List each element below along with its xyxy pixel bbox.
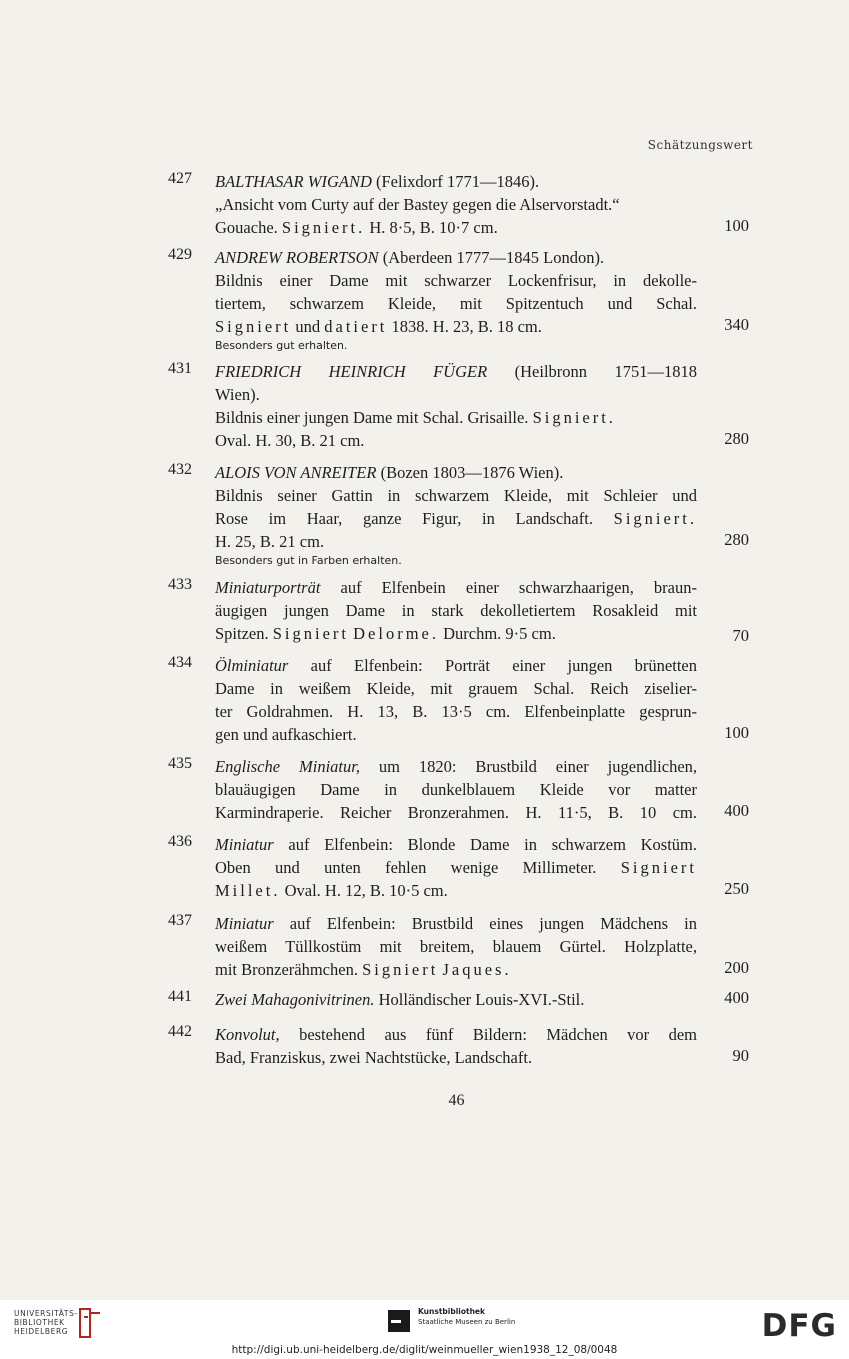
lot-number: 437 [168,912,192,929]
condition-note: Besonders gut erhalten. [215,339,348,352]
object-title: Zwei Mahagonivitrinen. [215,990,375,1009]
lot-number: 441 [168,988,192,1005]
kunstbibliothek-label: Kunstbibliothek Staatliche Museen zu Berlin [418,1307,516,1326]
lot-number: 435 [168,755,192,772]
entry-body: Zwei Mahagonivitrinen. Holländischer Louis-XVI.-Stil. [215,990,585,1009]
entry-body: Miniatur auf Elfenbein: Blonde Dame in schwarzem Kostüm. Oben und unten fehlen wenige Millimeter. Signiert Millet. Oval. H. 12, B. 10·5 cm. [215,835,698,900]
estimate-value: 200 [724,958,749,977]
object-title: Englische Miniatur, [215,757,360,776]
lot-number: 433 [168,576,192,593]
entry-body: Englische Miniatur, um 1820: Brustbild einer jugendlichen, blauäugigen Dame in dunkelblauem Kleide vor matter Karmindraperie. Reicher Bronzerahmen. H. 11·5, B. 10 cm. [215,757,698,822]
lot-number: 431 [168,360,192,377]
entry-body: Miniaturporträt auf Elfenbein einer schwarzhaarigen, braun- äugigen jungen Dame in stark dekolletiertem Rosakleid mit Spitzen. Signiert Delorme. Durchm. 9·5 cm. [215,578,698,643]
entry-body: BALTHASAR WIGAND (Felixdorf 1771—1846). „Ansicht vom Curty auf der Bastey gegen die Alservorstadt.“ Gouache. Signiert. H. 8·5, B. 10·7 cm. [215,172,620,237]
lot-number: 436 [168,833,192,850]
estimate-value: 100 [724,723,749,742]
object-title: Miniatur [215,914,274,933]
estimate-value: 400 [724,801,749,820]
estimate-value: 400 [724,988,749,1007]
entry-body: Miniatur auf Elfenbein: Brustbild eines jungen Mädchens in weißem Tüllkostüm mit breitem, blauem Gürtel. Holzplatte, mit Bronzerähmchen. Signiert Jaques. [215,914,697,979]
university-library-emblem-icon [78,1307,102,1339]
lot-number: 434 [168,654,192,671]
estimate-value: 340 [724,315,749,334]
artist-name: BALTHASAR WIGAND [215,172,372,191]
kunstbibliothek-logo-icon [386,1306,414,1334]
entry-body: FRIEDRICH HEINRICH FÜGER (Heilbronn 1751—1818 Wien). Bildnis einer jungen Dame mit Schal. Grisaille. Signiert. Oval. H. 30, B. 21 cm. [215,362,698,450]
dfg-logo: DFG [761,1308,837,1344]
estimate-value: 280 [724,429,749,448]
lot-number: 442 [168,1023,192,1040]
object-title: Miniaturporträt [215,578,321,597]
lot-number: 429 [168,246,192,263]
digitization-footer [0,1300,849,1359]
entry-body: Ölminiatur auf Elfenbein: Porträt einer jungen brünetten Dame in weißem Kleide, mit grauem Schal. Reich ziselier- ter Goldrahmen. H. 13, B. 13·5 cm. Elfenbeinplatte gesprun- gen und aufkaschiert. [215,656,697,744]
page-number: 46 [448,1092,465,1109]
entry-body: ANDREW ROBERTSON (Aberdeen 1777—1845 London). Bildnis einer Dame mit schwarzer Lockenfrisur, in dekolle- tiertem, schwarzem Kleide, mit Spitzentuch und Schal. Signiert und datiert 1838. H. 23, B. 18 cm. Besonders gut erhalten. [215,248,697,352]
estimate-value: 250 [724,879,749,898]
estimate-value: 280 [724,530,749,549]
lot-number: 432 [168,461,192,478]
artist-name: ALOIS VON ANREITER [215,463,377,482]
object-title: Konvolut, [215,1025,280,1044]
entry-body: ALOIS VON ANREITER (Bozen 1803—1876 Wien). Bildnis seiner Gattin in schwarzem Kleide, mit Schleier und Rose im Haar, ganze Figur, in Landschaft. Signiert. H. 25, B. 21 cm. Besonders gut in Farben erhalten. [215,463,698,567]
condition-note: Besonders gut in Farben erhalten. [215,554,402,567]
column-header: Schätzungswert [647,138,753,152]
estimate-value: 70 [732,626,749,645]
artist-name: ANDREW ROBERTSON [215,248,379,267]
object-title: Miniatur [215,835,274,854]
artist-name: FRIEDRICH HEINRICH FÜGER [215,362,488,381]
object-title: Ölminiatur [215,656,289,675]
entry-body: Konvolut, bestehend aus fünf Bildern: Mädchen vor dem Bad, Franziskus, zwei Nachtstücke, Landschaft. [215,1025,697,1067]
university-library-logo: UNIVERSITÄTS- BIBLIOTHEK HEIDELBERG [14,1309,78,1336]
estimate-value: 100 [724,216,749,235]
estimate-value: 90 [732,1046,749,1065]
lot-number: 427 [168,170,192,187]
source-url-link[interactable]: http://digi.ub.uni-heidelberg.de/diglit/weinmueller_wien1938_12_08/0048 [231,1344,618,1356]
